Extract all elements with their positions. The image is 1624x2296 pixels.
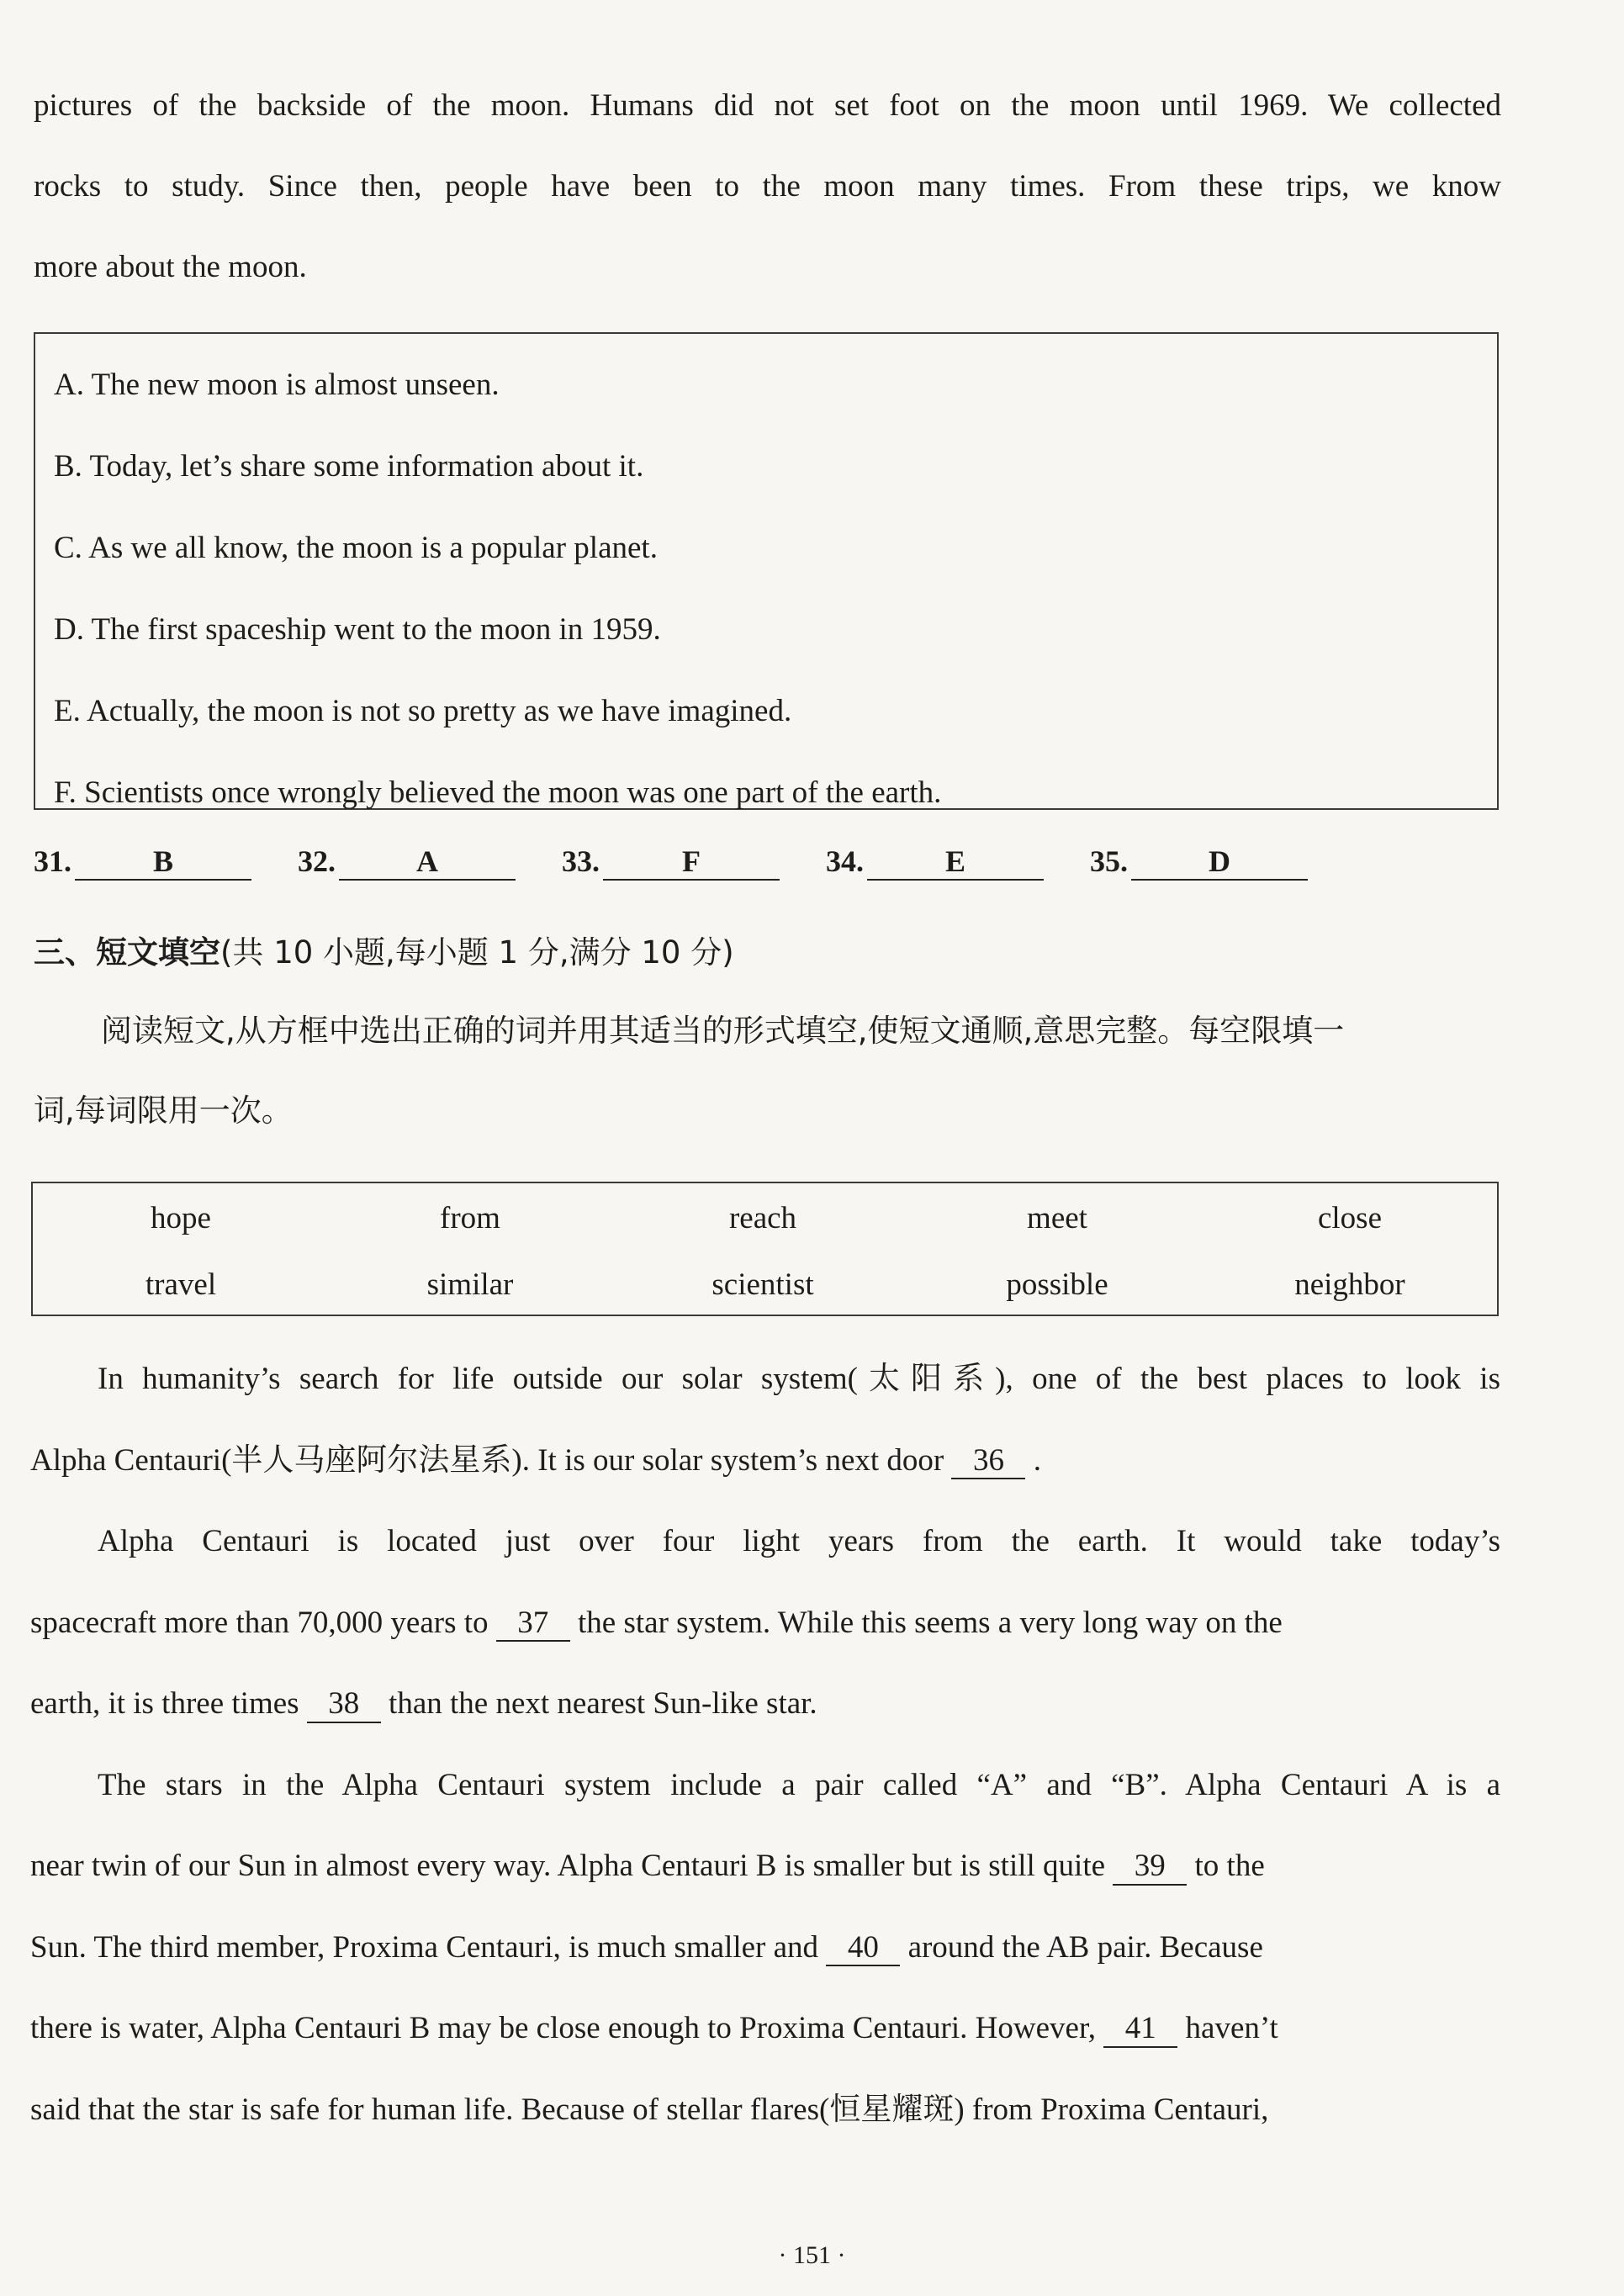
- option-c: C. As we all know, the moon is a popular planet.: [54, 531, 658, 565]
- word-bank-item: from: [440, 1201, 500, 1235]
- passage-line: In humanity’s search for life outside our solar system(太阳系), one of the best places to look is: [98, 1362, 1500, 1396]
- blank-36[interactable]: 36: [951, 1444, 1025, 1480]
- blank-39[interactable]: 39: [1113, 1849, 1187, 1886]
- answer-34: [826, 844, 1044, 881]
- page-number: · 151 ·: [778, 2241, 846, 2269]
- intro-line: pictures of the backside of the moon. Humans did not set foot on the moon until 1969. We collected: [34, 88, 1501, 123]
- instruction-line: 词,每词限用一次。: [34, 1092, 293, 1129]
- answer-number: 33.: [562, 844, 600, 878]
- answer-blank: D: [1131, 844, 1308, 881]
- intro-paragraph: [34, 66, 1501, 308]
- blank-41[interactable]: 41: [1103, 2012, 1177, 2048]
- passage-line: [30, 1907, 1500, 1989]
- word-bank-item: close: [1317, 1201, 1383, 1235]
- blank-38[interactable]: 38: [307, 1687, 381, 1723]
- option-d: D. The first spaceship went to the moon in 1959.: [54, 612, 661, 647]
- word-bank-box: [31, 1182, 1499, 1316]
- section-title: [34, 927, 734, 972]
- answer-blank: F: [603, 844, 780, 881]
- instruction-line: 阅读短文,从方框中选出正确的词并用其适当的形式填空,使短文通顺,意思完整。每空限填一: [101, 1013, 1345, 1049]
- word-bank-item: scientist: [711, 1267, 814, 1302]
- intro-line: more about the moon.: [34, 250, 307, 284]
- blank-37[interactable]: 37: [496, 1606, 570, 1643]
- option-a: A. The new moon is almost unseen.: [54, 368, 500, 402]
- passage-line: [30, 1988, 1500, 2070]
- passage-line: [30, 1583, 1500, 1664]
- options-box: [34, 332, 1499, 810]
- word-bank-item: meet: [1027, 1201, 1087, 1235]
- option-f: F. Scientists once wrongly believed the moon was one part of the earth.: [54, 775, 942, 810]
- passage-line: [30, 1826, 1500, 1907]
- passage-line: The stars in the Alpha Centauri system include a pair called “A” and “B”. Alpha Centauri A is a: [98, 1767, 1500, 1802]
- intro-line: rocks to study. Since then, people have been to the moon many times. From these trips, we know: [34, 169, 1501, 204]
- answer-blank: E: [867, 844, 1044, 881]
- word-bank-item: similar: [426, 1267, 514, 1302]
- passage-line: [30, 1420, 1500, 1502]
- passage-text: than the next nearest Sun-like star.: [389, 1686, 817, 1721]
- word-bank-item: travel: [145, 1267, 217, 1302]
- passage-text: the star system. While this seems a very long way on the: [578, 1605, 1283, 1640]
- passage-line: Alpha Centauri is located just over four light years from the earth. It would take today’s: [98, 1524, 1500, 1558]
- passage-text: spacecraft more than 70,000 years to: [30, 1605, 489, 1640]
- passage-text: there is water, Alpha Centauri B may be close enough to Proxima Centauri. However,: [30, 2011, 1097, 2045]
- answer-33: [562, 844, 780, 881]
- word-bank-item: possible: [1006, 1267, 1108, 1302]
- passage-text: haven’t: [1185, 2011, 1278, 2045]
- word-bank-item: neighbor: [1294, 1267, 1405, 1302]
- passage-line: said that the star is safe for human life. Because of stellar flares(恒星耀斑) from Proxima Centauri,: [30, 2092, 1269, 2127]
- passage-text: near twin of our Sun in almost every way. Alpha Centauri B is smaller but is still quite: [30, 1849, 1106, 1883]
- passage-text: .: [1033, 1442, 1041, 1478]
- word-bank-item: hope: [151, 1201, 211, 1235]
- passage-text: Alpha Centauri(半人马座阿尔法星系). It is our solar system’s next door: [30, 1442, 944, 1478]
- passage-line: [30, 1664, 1500, 1745]
- option-b: B. Today, let’s share some information about it.: [54, 449, 644, 484]
- answer-31: [34, 844, 251, 881]
- answer-35: [1090, 844, 1308, 881]
- answer-number: 32.: [298, 844, 336, 878]
- section-heading: 三、短文填空: [34, 934, 220, 971]
- answer-number: 31.: [34, 844, 71, 878]
- passage-text: Sun. The third member, Proxima Centauri, is much smaller and: [30, 1929, 819, 1965]
- answer-32: [298, 844, 516, 881]
- passage-text: around the AB pair. Because: [907, 1929, 1263, 1965]
- answer-blank: A: [339, 844, 516, 881]
- passage-text: to the: [1194, 1849, 1265, 1883]
- answer-number: 34.: [826, 844, 864, 878]
- blank-40[interactable]: 40: [826, 1931, 900, 1967]
- answer-blank: B: [75, 844, 251, 881]
- section-scoring: (共 10 小题,每小题 1 分,满分 10 分): [220, 934, 734, 971]
- word-bank-item: reach: [728, 1201, 797, 1235]
- passage: [30, 1339, 1500, 2151]
- passage-text: earth, it is three times: [30, 1686, 299, 1721]
- option-e: E. Actually, the moon is not so pretty as we have imagined.: [54, 694, 792, 728]
- answer-number: 35.: [1090, 844, 1128, 878]
